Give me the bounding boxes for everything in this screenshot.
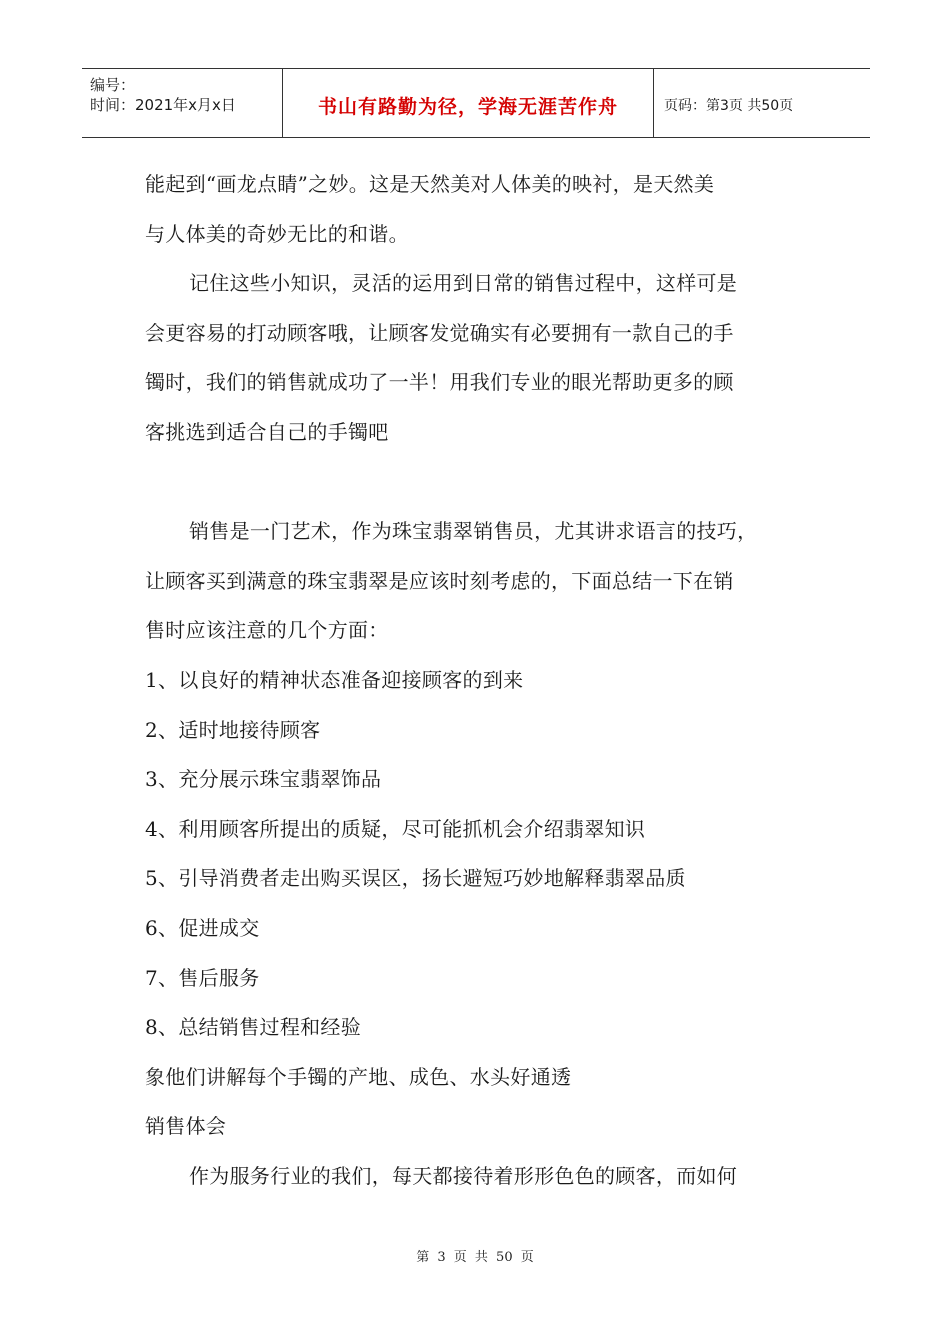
paragraph-line: 能起到“画龙点睛”之妙。这是天然美对人体美的映衬，是天然美: [145, 172, 715, 196]
time-label: 时间：2021年x月x日: [90, 96, 236, 114]
paragraph-line: 作为服务行业的我们，每天都接待着形形色色的顾客，而如何: [189, 1163, 738, 1188]
list-item: 1、以良好的精神状态准备迎接顾客的到来: [145, 667, 524, 692]
paragraph-line: 会更容易的打动顾客哦，让顾客发觉确实有必要拥有一款自己的手: [145, 320, 734, 345]
header-motto: 书山有路勤为径，学海无涯苦作舟: [317, 95, 618, 118]
header-page-info: 页码：第3页 共50页: [664, 98, 794, 114]
paragraph-line: 让顾客买到满意的珠宝翡翠是应该时刻考虑的，下面总结一下在销: [145, 568, 734, 593]
paragraph-line: 售时应该注意的几个方面：: [145, 618, 389, 643]
page-footer: 第 3 页 共 50 页: [416, 1250, 534, 1265]
list-item: 4、利用顾客所提出的质疑，尽可能抓机会介绍翡翠知识: [145, 816, 646, 841]
code-label: 编号：: [90, 76, 136, 94]
document-body: [145, 160, 825, 1201]
paragraph-line: 象他们讲解每个手镯的产地、成色、水头好通透: [145, 1064, 572, 1089]
paragraph-line: 客挑选到适合自己的手镯吧: [145, 419, 389, 444]
blank-line: [145, 458, 825, 508]
list-item: 8、总结销售过程和经验: [145, 1015, 362, 1040]
list-item: 3、充分展示珠宝翡翠饰品: [145, 767, 382, 792]
paragraph-line: 与人体美的奇妙无比的和谐。: [145, 221, 409, 246]
section-title: 销售体会: [145, 1114, 227, 1139]
header-page-info-cell: [654, 69, 870, 137]
paragraph-line: 镯时，我们的销售就成功了一半！用我们专业的眼光帮助更多的顾: [145, 370, 734, 395]
page-header: [82, 68, 870, 138]
header-motto-cell: [282, 69, 654, 137]
list-item: 6、促进成交: [145, 915, 260, 940]
list-item: 7、售后服务: [145, 965, 260, 990]
list-item: 2、适时地接待顾客: [145, 717, 321, 742]
paragraph-line: 销售是一门艺术，作为珠宝翡翠销售员，尤其讲求语言的技巧，: [189, 519, 758, 544]
list-item: 5、引导消费者走出购买误区，扬长避短巧妙地解释翡翠品质: [145, 866, 686, 891]
header-meta: [82, 69, 282, 137]
paragraph-line: 记住这些小知识，灵活的运用到日常的销售过程中，这样可是: [189, 271, 738, 296]
